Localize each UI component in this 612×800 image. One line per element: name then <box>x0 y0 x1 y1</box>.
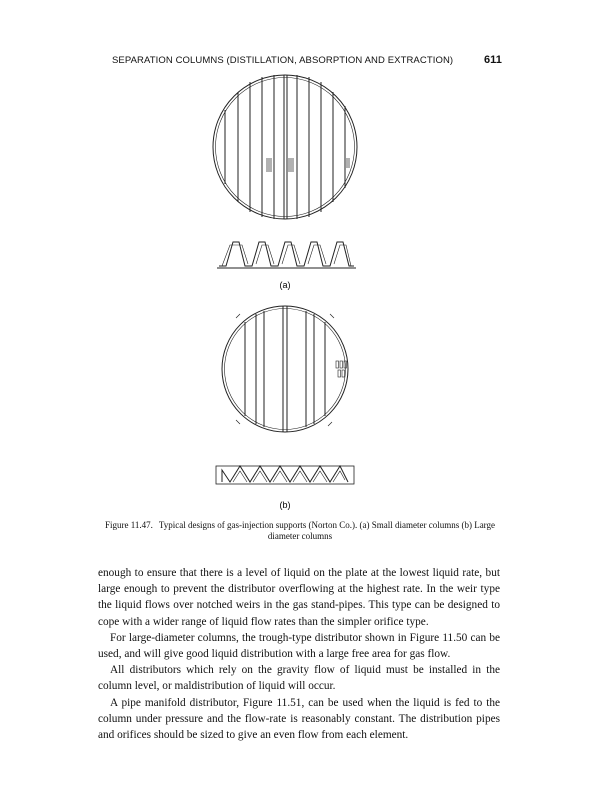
paragraph-4: A pipe manifold distributor, Figure 11.51, can be used when the liquid is fed to the column under pressure and the flow-rate is reasonably constant. The distribution pipes and orifices should be sized to give an even flow from each element. <box>98 696 500 742</box>
paragraph-2: For large-diameter columns, the trough-type distributor shown in Figure 11.50 can be used, and will give good liquid distribution with a large free area for gas flow. <box>98 631 500 661</box>
body-text <box>98 565 500 743</box>
caption-text: Typical designs of gas-injection supports (Norton Co.). (a) Small diameter columns (b) Large diameter columns <box>158 520 496 541</box>
paragraph-1: enough to ensure that there is a level of liquid on the plate at the lowest liquid rate, but large enough to prevent the distributor overflowing at the highest rate. In the weir type the liquid flows over notched weirs in the gas stand-pipes. This type can be designed to cope with a wider range of liquid flow rates than the simpler orifice type. <box>98 567 500 628</box>
caption-number: Figure 11.47. <box>104 520 153 530</box>
panel-b-plan-view <box>222 306 348 432</box>
panel-b-profile <box>216 466 354 484</box>
paragraph-3: All distributors which rely on the gravity flow of liquid must be installed in the column level, or maldistribution of liquid will occur. <box>98 664 500 693</box>
panel-a-profile <box>217 242 356 268</box>
running-title: SEPARATION COLUMNS (DISTILLATION, ABSORPTION AND EXTRACTION) <box>112 55 454 66</box>
panel-b-label: (b) <box>279 500 291 510</box>
figure-caption <box>98 520 502 542</box>
panel-a-label: (a) <box>279 280 291 290</box>
panel-a-plan-view <box>213 75 357 219</box>
page-number: 611 <box>483 54 502 66</box>
